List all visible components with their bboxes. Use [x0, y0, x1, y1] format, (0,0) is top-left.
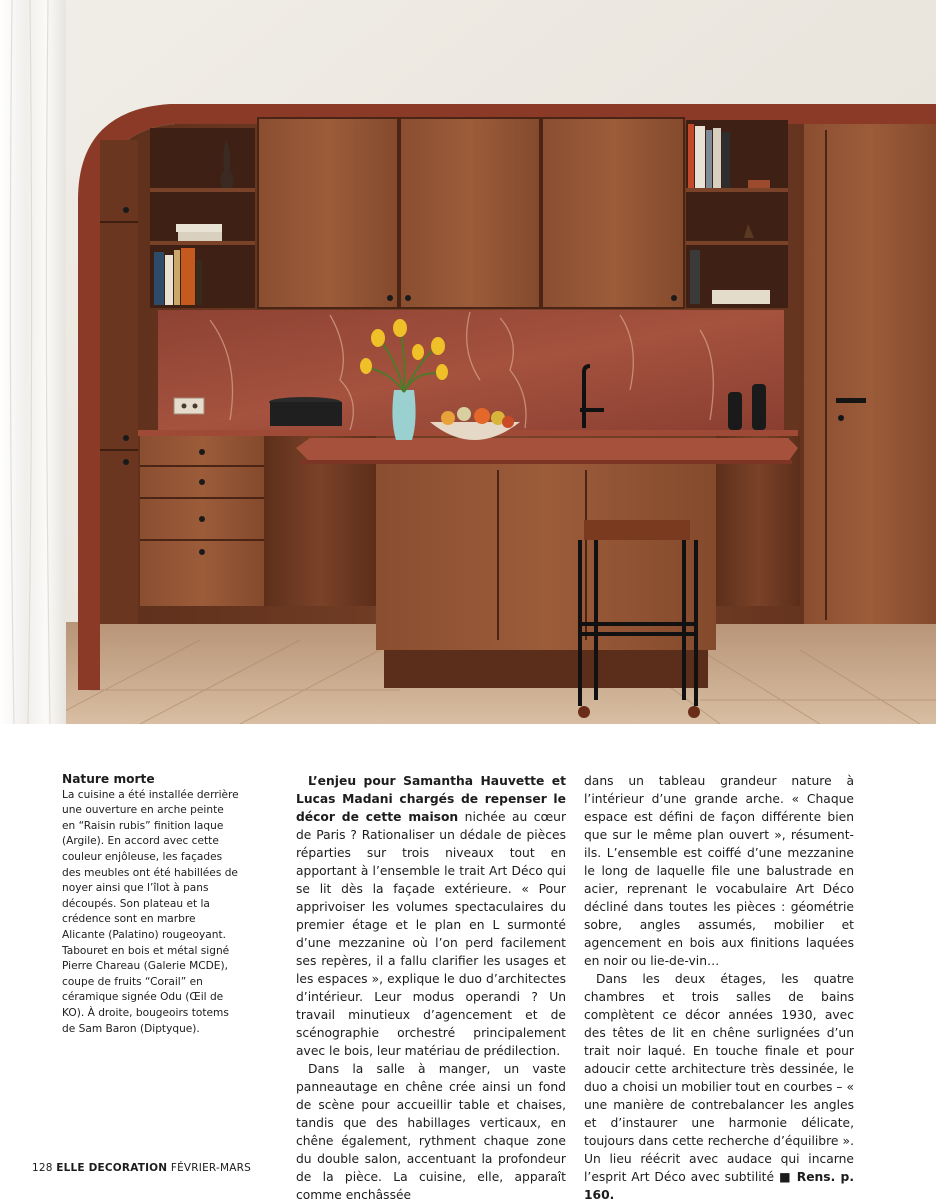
article-paragraph-2: Dans la salle à manger, un vaste panneautage en chêne crée ainsi un fond de scène pour accueillir table et chaises, tandis que des habillages verticaux, en chêne également, rythment chaque zone du double salon, accentuant la profondeur de la pièce. La cuisine, elle, apparaît comme enchâssée: [296, 1062, 566, 1202]
article-column-1: [296, 772, 566, 1204]
article-lede: L’enjeu pour Samantha Hauvette et Lucas Madani chargés de repenser le décor de cette maison: [296, 774, 566, 824]
article-paragraph-1-text: nichée au cœur de Paris ? Rationaliser un dédale de pièces réparties sur trois niveaux tout en apportant à l’ensemble le trait Art Déco qui se lit dès la façade extérieure. « Pour apprivoiser les volumes spectaculaires du premier étage et le plan en L surmonté d’une mezzanine où l’on perd facilement ses repères, il a fallu clarifier les usages et les espaces », explique le duo d’architectes d’intérieur. Leur modus operandi ? Un travail minutieux d’agencement et de scénographie orchestré principalement avec le bois, leur matériau de prédilection.: [296, 810, 566, 1058]
article-paragraph-1: [296, 772, 566, 1060]
article-paragraph-4: [584, 970, 854, 1204]
issue-label: FÉVRIER-MARS: [170, 1162, 251, 1174]
page-footer: [32, 1162, 251, 1174]
article-paragraph-3: dans un tableau grandeur nature à l’intérieur d’une grande arche. « Chaque espace est défini de façon différente bien que sur le même plan ouvert », résument-ils. L’ensemble est coiffé d’une mezzanine le long de laquelle file une balustrade en acier, reprenant le vocabulaire Art Déco décliné dans toutes les pièces : géométrie sobre, angles assumés, mobilier et agencement en bois aux finitions laquées en noir ou lie-de-vin…: [584, 774, 854, 968]
article-column-2: [584, 772, 854, 1204]
article-end-mark: ■ Rens. p. 160.: [584, 1170, 854, 1202]
caption-title: Nature morte: [62, 772, 155, 786]
caption-body: La cuisine a été installée derrière une ouverture en arche peinte en “Raisin rubis” finition laque (Argile). En accord avec cette couleur enjôleuse, les façades des meubles ont été habillées de noyer ainsi que l’îlot à pans découpés. Son plateau et la crédence sont en marbre Alicante (Palatino) rougeoyant. Tabouret en bois et métal signé Pierre Chareau (Galerie MCDE), coupe de fruits “Corail” en céramique signée Odu (Œil de KO). À droite, bougeoirs totems de Sam Baron (Diptyque).: [62, 788, 239, 1035]
page-number: 128: [32, 1162, 53, 1174]
magazine-name: ELLE DECORATION: [56, 1162, 168, 1174]
article-paragraph-4-text: Dans les deux étages, les quatre chambres et trois salles de bains complètent ce décor années 1930, avec des têtes de lit en chêne surlignées d’un trait noir laqué. En touche finale et pour adoucir cette architecture très dessinée, le duo a choisi un mobilier tout en courbes – « une manière de contrebalancer les angles et d’instaurer une harmonie délicate, toujours dans cette recherche d’équilibre ». Un lieu réécrit avec audace qui incarne l’esprit Art Déco avec subtilité: [584, 972, 854, 1184]
photo-caption: [62, 772, 240, 1037]
